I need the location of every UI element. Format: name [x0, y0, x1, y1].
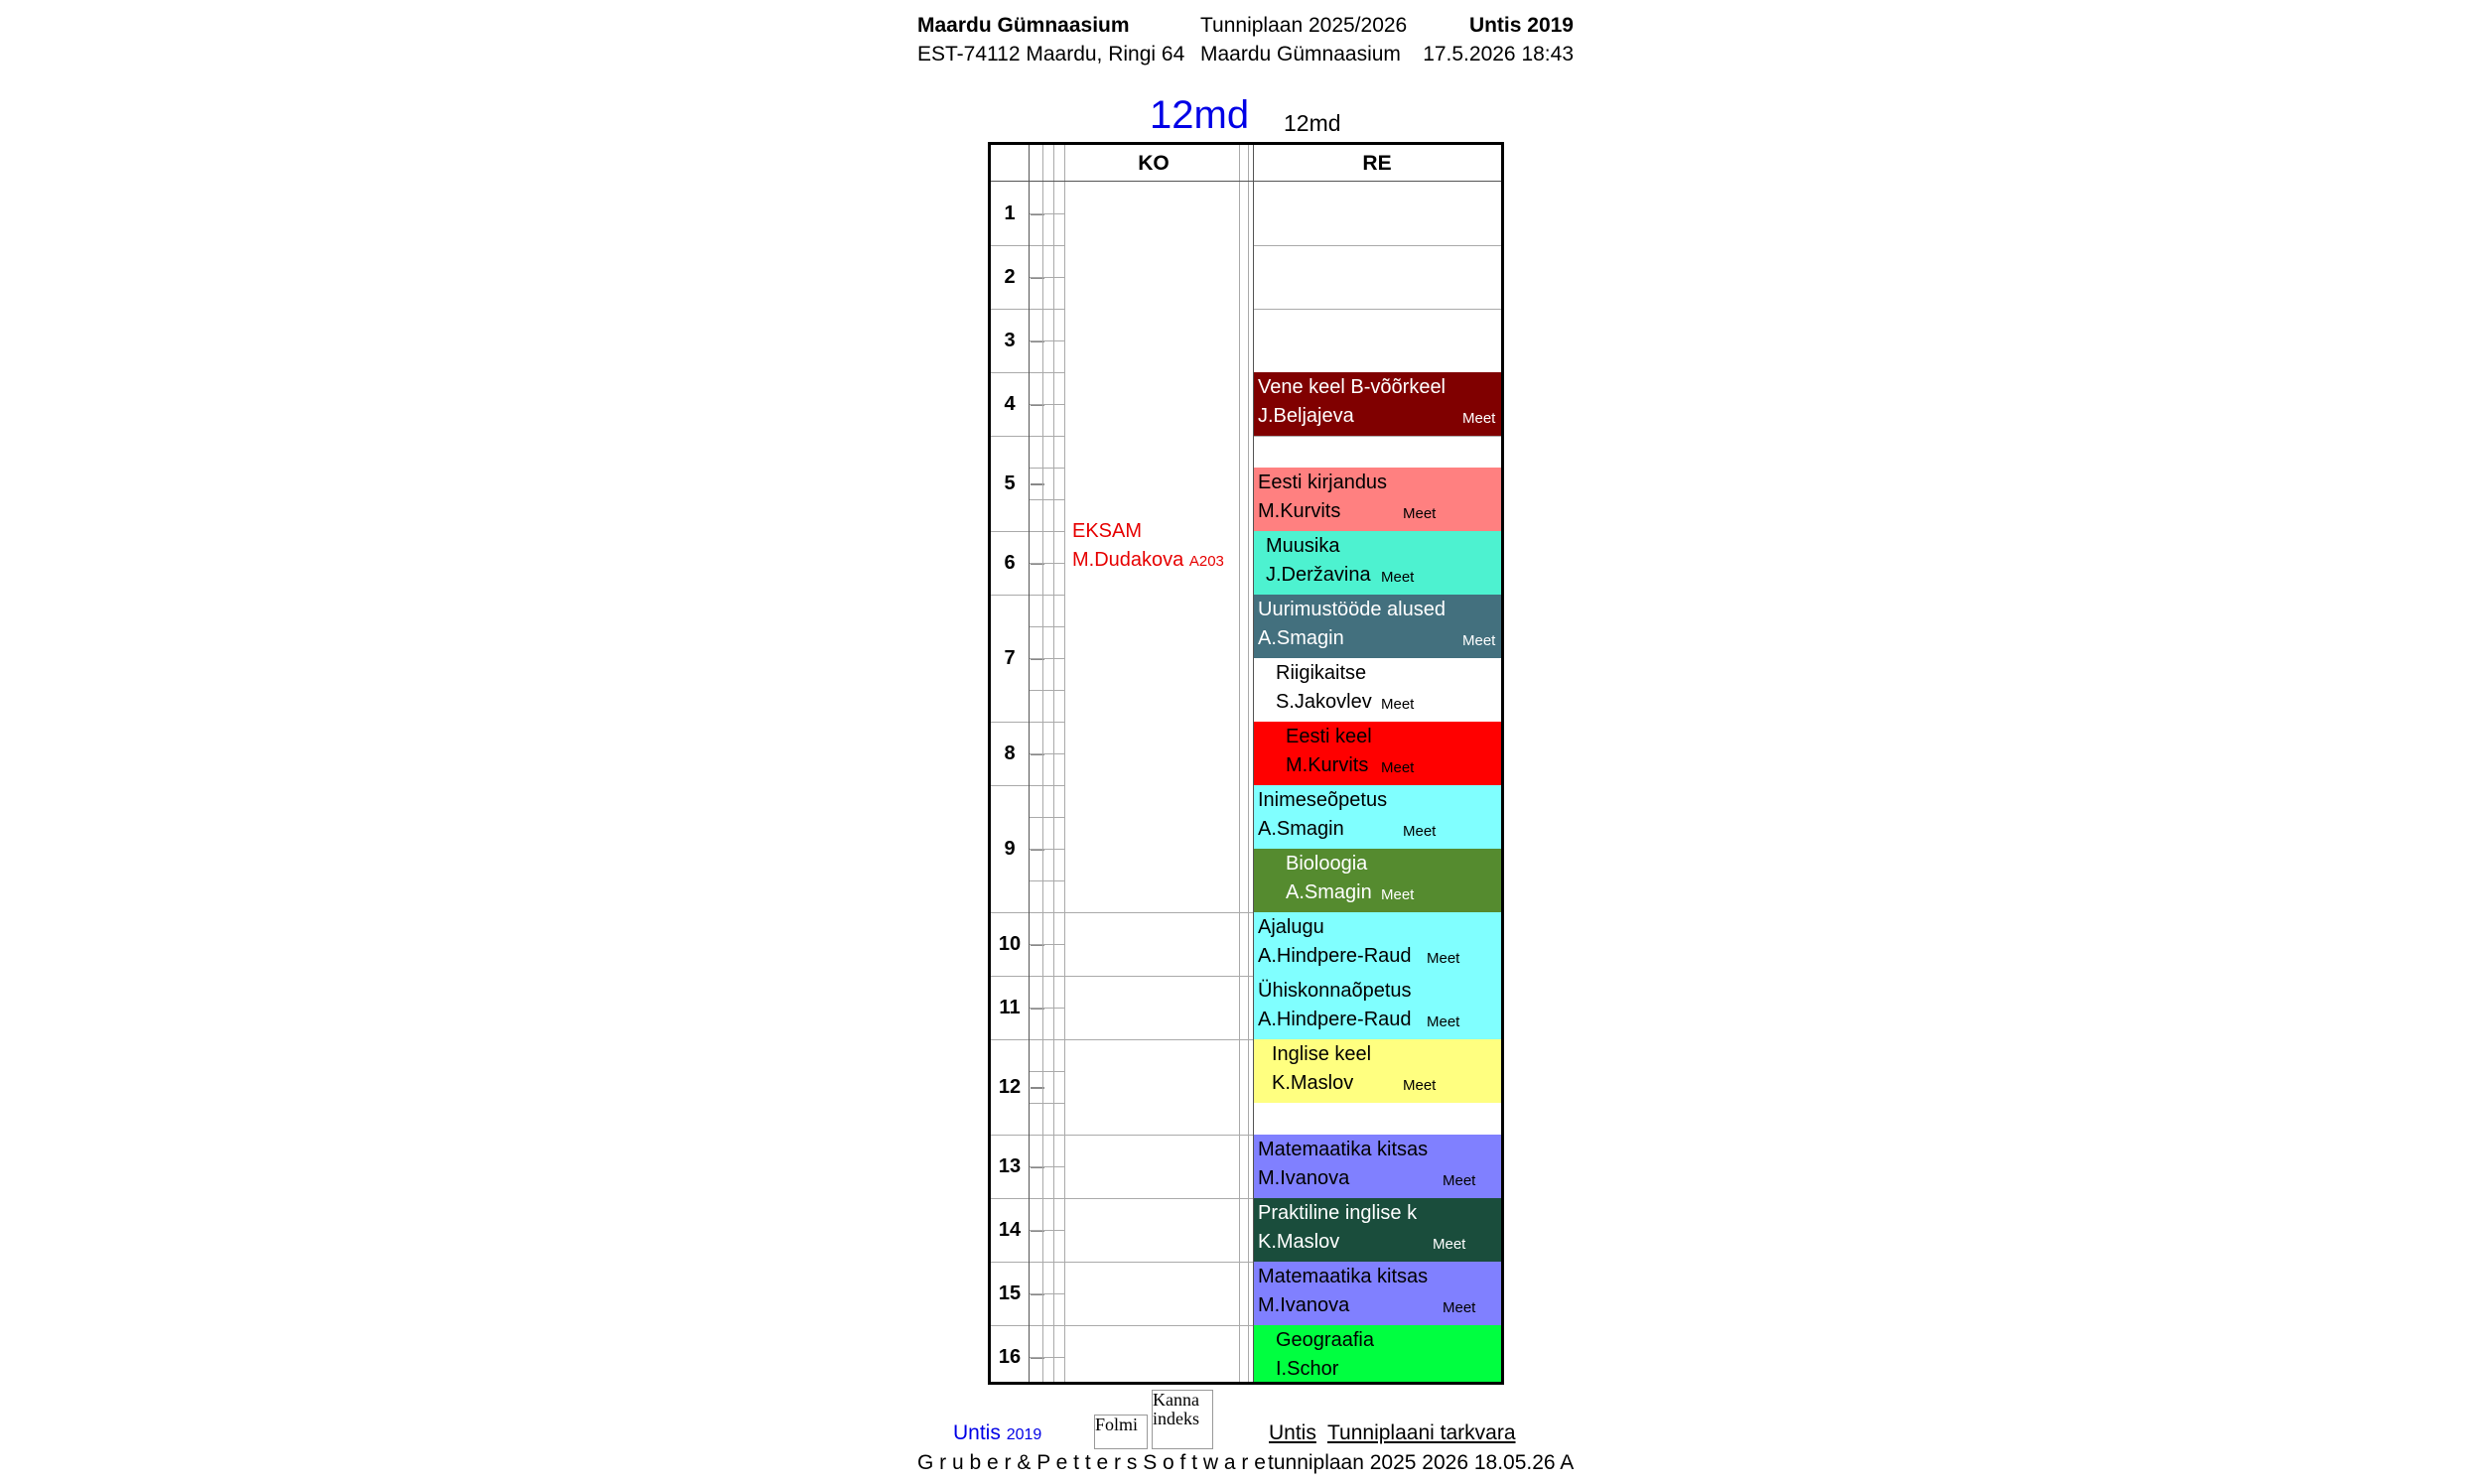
grid-hline [991, 595, 1029, 596]
grid-hline [1064, 912, 1253, 913]
lesson-teacher: A.Smagin [1258, 818, 1344, 840]
grid-hline [1029, 436, 1064, 437]
grid-vline [1042, 145, 1043, 1382]
period-number: 1 [1004, 202, 1016, 224]
grid-hline [1029, 690, 1064, 691]
lesson-block[interactable] [1254, 1262, 1504, 1325]
lesson-teacher: A.Smagin [1258, 627, 1344, 649]
footer-untis: Untis 2019 [953, 1421, 1042, 1444]
lesson-room: Meet [1443, 1172, 1476, 1189]
lesson-teacher: M.Kurvits [1258, 500, 1341, 522]
period-number: 13 [998, 1155, 1022, 1177]
grid-hline [1029, 912, 1064, 913]
lesson-block[interactable] [1254, 785, 1504, 849]
lesson-teacher: M.Kurvits [1286, 754, 1369, 776]
lesson-block[interactable] [1254, 976, 1504, 1039]
broken-image-icon: Folmi [1094, 1415, 1148, 1449]
lesson-block[interactable] [1254, 849, 1504, 912]
grid-hline [991, 1325, 1029, 1326]
grid-hline [1064, 1135, 1253, 1136]
grid-hline [991, 1039, 1029, 1040]
lesson-room: Meet [1462, 632, 1496, 649]
timetable-school: Maardu Gümnaasium [1200, 43, 1401, 66]
file-info: tunniplaan 2025 2026 18.05.26 A [1268, 1451, 1575, 1474]
lesson-block[interactable] [1254, 531, 1504, 595]
lesson-teacher: M.Ivanova [1258, 1167, 1350, 1189]
grid-hline [1029, 1198, 1064, 1199]
period-number: 11 [999, 997, 1021, 1018]
lesson-room: Meet [1427, 1013, 1460, 1030]
grid-hline [1029, 1325, 1064, 1326]
lesson-teacher: J.Deržavina [1266, 564, 1371, 586]
grid-vline [1248, 145, 1249, 1382]
lesson-room: Meet [1381, 886, 1415, 903]
grid-hline [1253, 436, 1504, 437]
grid-hline [1029, 817, 1064, 818]
grid-vline [1064, 145, 1065, 1382]
grid-hline [1029, 595, 1064, 596]
lesson-subject: Inimeseõpetus [1258, 789, 1388, 811]
period-number: 14 [998, 1219, 1022, 1241]
grid-hline [1029, 213, 1064, 214]
grid-vline [1029, 145, 1030, 1382]
grid-hline [1064, 976, 1253, 977]
grid-hline [991, 912, 1029, 913]
grid-hline [1029, 404, 1064, 405]
lesson-block[interactable] [1254, 1198, 1504, 1262]
grid-hline [1029, 1103, 1064, 1104]
lesson-subject: Ajalugu [1258, 916, 1324, 938]
period-number: 3 [1004, 330, 1016, 351]
grid-hline [1029, 753, 1064, 754]
school-address: EST-74112 Maardu, Ringi 64 [917, 43, 1185, 66]
period-number: 9 [1004, 838, 1016, 860]
timetable-label: Tunniplaan 2025/2026 [1200, 14, 1408, 37]
period-number: 10 [998, 933, 1022, 955]
lesson-block[interactable] [1254, 1039, 1504, 1103]
grid-vline [1239, 145, 1240, 1382]
grid-hline [1064, 1325, 1253, 1326]
lesson-block[interactable] [1254, 595, 1504, 658]
school-name: Maardu Gümnaasium [917, 14, 1130, 37]
grid-hline [1029, 658, 1064, 659]
lesson-subject: Matemaatika kitsas [1258, 1139, 1429, 1160]
grid-hline [1064, 1262, 1253, 1263]
period-number: 12 [998, 1076, 1022, 1098]
lesson-subject: Bioloogia [1286, 853, 1368, 875]
lesson-room: Meet [1381, 696, 1415, 713]
grid-hline [1253, 309, 1504, 310]
grid-hline [1029, 626, 1064, 627]
lesson-teacher: A.Hindpere-Raud [1258, 1009, 1412, 1030]
grid-hline [1029, 1008, 1064, 1009]
timetable-grid [988, 142, 1504, 1385]
lesson-block[interactable] [1254, 468, 1504, 531]
grid-hline [991, 1198, 1029, 1199]
software-version: Untis 2019 [1468, 14, 1574, 37]
lesson-room: Meet [1427, 950, 1460, 967]
grid-hline [991, 1262, 1029, 1263]
period-number: 6 [1004, 552, 1016, 574]
printed-at: 17.5.2026 18:43 [1423, 43, 1574, 66]
grid-hline [991, 785, 1029, 786]
lesson-subject: Uurimustööde alused [1258, 599, 1446, 620]
lesson-block[interactable] [1254, 658, 1504, 722]
grid-hline [1029, 340, 1064, 341]
exam-subject: EKSAM [1072, 520, 1143, 542]
lesson-subject: Eesti kirjandus [1258, 472, 1388, 493]
grid-hline [991, 436, 1029, 437]
grid-hline [1029, 499, 1064, 500]
lesson-room: Meet [1403, 1077, 1437, 1094]
grid-hline [1029, 944, 1064, 945]
lesson-teacher: I.Schor [1276, 1358, 1339, 1380]
grid-hline [1029, 245, 1064, 246]
period-number: 15 [998, 1282, 1022, 1304]
broken-image-icon: Kanna indeks [1152, 1390, 1213, 1449]
lesson-subject: Ühiskonnaõpetus [1258, 980, 1412, 1002]
grid-hline [991, 1135, 1029, 1136]
tarkvara-link[interactable]: Tunniplaani tarkvara [1327, 1421, 1516, 1444]
grid-hline [1029, 1071, 1064, 1072]
grid-hline [1029, 1230, 1064, 1231]
grid-hline [991, 531, 1029, 532]
lesson-subject: Muusika [1266, 535, 1340, 557]
header-divider [991, 181, 1501, 182]
period-number: 5 [1004, 472, 1016, 494]
grid-hline [991, 309, 1029, 310]
lesson-block[interactable] [1254, 1135, 1504, 1198]
grid-hline [1029, 531, 1064, 532]
grid-hline [991, 976, 1029, 977]
grid-hline [1029, 880, 1064, 881]
exam-entry[interactable] [1072, 517, 1224, 576]
period-number: 8 [1004, 742, 1016, 764]
lesson-subject: Matemaatika kitsas [1258, 1266, 1429, 1287]
grid-hline [1029, 976, 1064, 977]
lesson-room: Meet [1462, 410, 1496, 427]
grid-vline [1053, 145, 1054, 1382]
lesson-block[interactable] [1254, 722, 1504, 785]
lesson-room: Meet [1403, 505, 1437, 522]
grid-hline [1029, 372, 1064, 373]
lesson-subject: Geograafia [1276, 1329, 1374, 1351]
period-number: 7 [1004, 647, 1016, 669]
company-name: G r u b e r & P e t t e r s S o f t w a r e [917, 1451, 1266, 1474]
lesson-block[interactable] [1254, 1325, 1504, 1385]
grid-hline [1029, 849, 1064, 850]
grid-hline [1029, 722, 1064, 723]
lesson-teacher: A.Hindpere-Raud [1258, 945, 1412, 967]
lesson-room: Meet [1433, 1236, 1466, 1253]
lesson-block[interactable] [1254, 912, 1504, 976]
lesson-room: Meet [1403, 823, 1437, 840]
grid-hline [991, 722, 1029, 723]
lesson-subject: Inglise keel [1272, 1043, 1372, 1065]
grid-vline [1253, 145, 1254, 1382]
lesson-teacher: S.Jakovlev [1276, 691, 1372, 713]
period-number: 2 [1004, 266, 1016, 288]
grid-hline [1029, 468, 1064, 469]
grid-hline [991, 372, 1029, 373]
lesson-teacher: M.Ivanova [1258, 1294, 1350, 1316]
grid-hline [1029, 563, 1064, 564]
day-header-re: RE [1362, 152, 1392, 175]
lesson-subject: Eesti keel [1286, 726, 1372, 747]
grid-hline [1029, 309, 1064, 310]
lesson-room: Meet [1381, 569, 1415, 586]
grid-hline [1029, 1039, 1064, 1040]
lesson-subject: Praktiline inglise k [1258, 1202, 1418, 1224]
period-number: 16 [998, 1346, 1022, 1368]
grid-hline [1029, 785, 1064, 786]
lesson-teacher: A.Smagin [1286, 881, 1372, 903]
lesson-room: Meet [1381, 759, 1415, 776]
lesson-subject: Riigikaitse [1276, 662, 1367, 684]
grid-hline [1029, 1293, 1064, 1294]
grid-hline [991, 245, 1029, 246]
grid-hline [1029, 1262, 1064, 1263]
class-subtitle: 12md [1284, 110, 1341, 136]
grid-hline [1029, 277, 1064, 278]
untis-link[interactable]: Untis [1269, 1421, 1316, 1444]
grid-hline [1029, 1166, 1064, 1167]
period-number: 4 [1004, 393, 1016, 415]
grid-hline [1029, 1135, 1064, 1136]
grid-hline [1029, 1357, 1064, 1358]
lesson-block[interactable] [1254, 372, 1504, 436]
day-header-ko: KO [1138, 152, 1170, 175]
lesson-room: Meet [1443, 1299, 1476, 1316]
class-title: 12md [1150, 93, 1250, 137]
lesson-subject: Vene keel B-võõrkeel [1258, 376, 1447, 398]
grid-hline [1253, 245, 1504, 246]
lesson-teacher: K.Maslov [1258, 1231, 1340, 1253]
lesson-teacher: J.Beljajeva [1258, 405, 1354, 427]
exam-teacher: M.Dudakova [1072, 549, 1184, 571]
exam-room: A203 [1188, 553, 1224, 570]
lesson-teacher: K.Maslov [1272, 1072, 1354, 1094]
grid-hline [1064, 1039, 1253, 1040]
grid-hline [1064, 1198, 1253, 1199]
